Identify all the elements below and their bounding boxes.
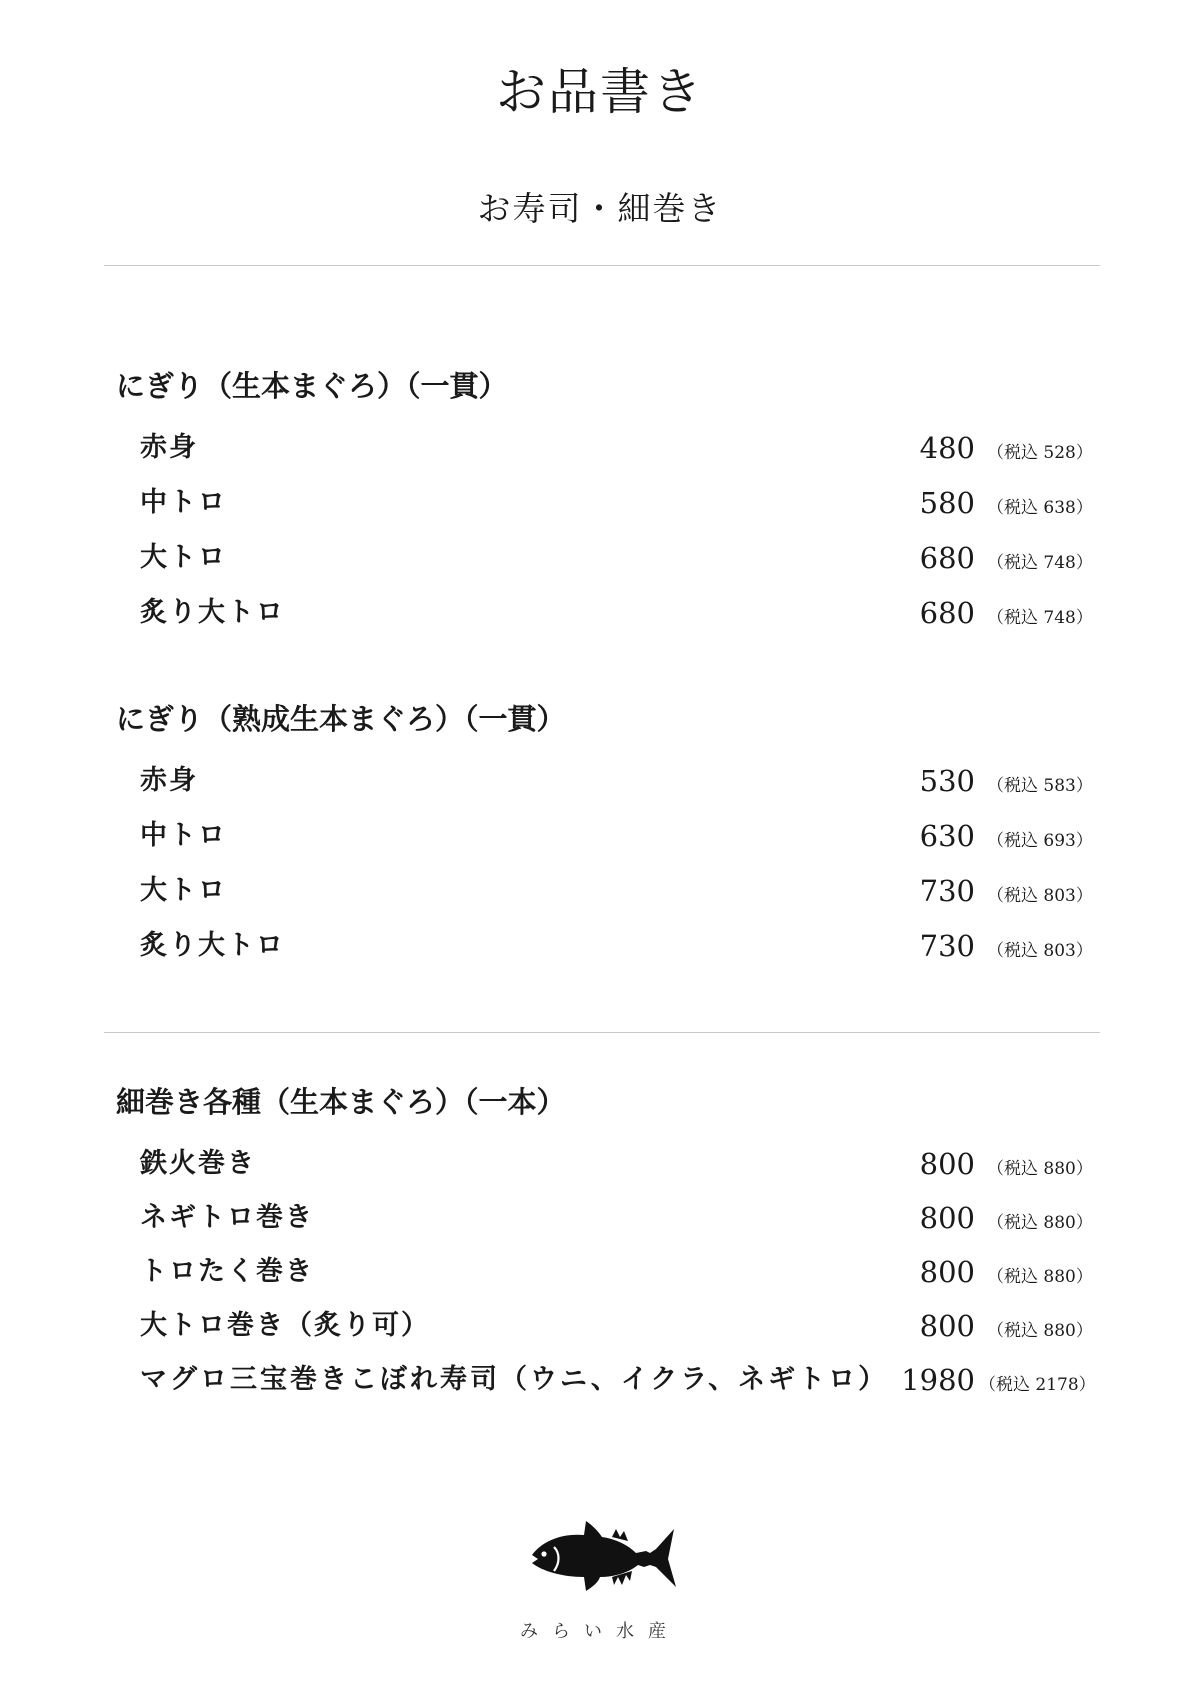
item-price: 730 [919, 929, 975, 963]
menu-item [0, 871, 1200, 911]
menu-item [0, 1252, 1200, 1292]
menu-item [0, 1144, 1200, 1184]
menu-item [0, 1360, 1200, 1400]
item-price: 800 [919, 1201, 975, 1235]
menu-subtitle: お寿司・細巻き [477, 189, 723, 228]
item-tax-price: （税込 583） [987, 776, 1093, 796]
item-name: 大トロ巻き（炙り可） [140, 1310, 430, 1341]
item-tax-price: （税込 880） [987, 1213, 1093, 1233]
item-tax-price: （税込 528） [987, 443, 1093, 463]
section-heading: にぎり（熟成生本まぐろ）（一貫） [116, 702, 566, 736]
item-price: 1980 [901, 1363, 975, 1397]
item-name: 中トロ [140, 820, 227, 851]
item-name: 大トロ [140, 875, 227, 906]
section-heading: 細巻き各種（生本まぐろ）（一本） [116, 1085, 566, 1119]
item-name: 赤身 [140, 432, 198, 463]
item-tax-price: （税込 880） [987, 1267, 1093, 1287]
menu-title: お品書き [496, 63, 704, 121]
tuna-fish-icon [528, 1515, 678, 1603]
menu-item [0, 1306, 1200, 1346]
menu-item [0, 926, 1200, 966]
item-tax-price: （税込 803） [987, 886, 1093, 906]
item-tax-price: （税込 880） [987, 1321, 1093, 1341]
item-price: 630 [919, 819, 975, 853]
item-tax-price: （税込 693） [987, 831, 1093, 851]
item-tax-price: （税込 748） [987, 608, 1093, 628]
item-price: 480 [919, 431, 975, 465]
menu-item [0, 593, 1200, 633]
item-name: 炙り大トロ [140, 930, 285, 961]
item-price: 730 [919, 874, 975, 908]
item-price: 580 [919, 486, 975, 520]
item-price: 680 [919, 596, 975, 630]
item-tax-price: （税込 638） [987, 498, 1093, 518]
item-name: 炙り大トロ [140, 597, 285, 628]
item-tax-price: （税込 2178） [979, 1375, 1096, 1395]
item-tax-price: （税込 748） [987, 553, 1093, 573]
item-name: ネギトロ巻き [140, 1202, 314, 1233]
menu-item [0, 761, 1200, 801]
brand-name: みらい水産 [520, 1621, 680, 1642]
item-name: トロたく巻き [140, 1256, 314, 1287]
divider [104, 1032, 1100, 1033]
menu-item [0, 1198, 1200, 1238]
menu-item [0, 538, 1200, 578]
menu-item [0, 816, 1200, 856]
item-price: 800 [919, 1255, 975, 1289]
item-price: 530 [919, 764, 975, 798]
item-price: 680 [919, 541, 975, 575]
item-name: 大トロ [140, 542, 227, 573]
item-price: 800 [919, 1309, 975, 1343]
item-tax-price: （税込 880） [987, 1159, 1093, 1179]
section-heading: にぎり（生本まぐろ）（一貫） [116, 369, 508, 403]
menu-item [0, 483, 1200, 523]
menu-item [0, 428, 1200, 468]
item-name: 中トロ [140, 487, 227, 518]
item-name: マグロ三宝巻きこぼれ寿司（ウニ、イクラ、ネギトロ） [140, 1364, 889, 1395]
item-tax-price: （税込 803） [987, 941, 1093, 961]
item-name: 鉄火巻き [140, 1148, 256, 1179]
divider [104, 265, 1100, 266]
item-price: 800 [919, 1147, 975, 1181]
item-name: 赤身 [140, 765, 198, 796]
